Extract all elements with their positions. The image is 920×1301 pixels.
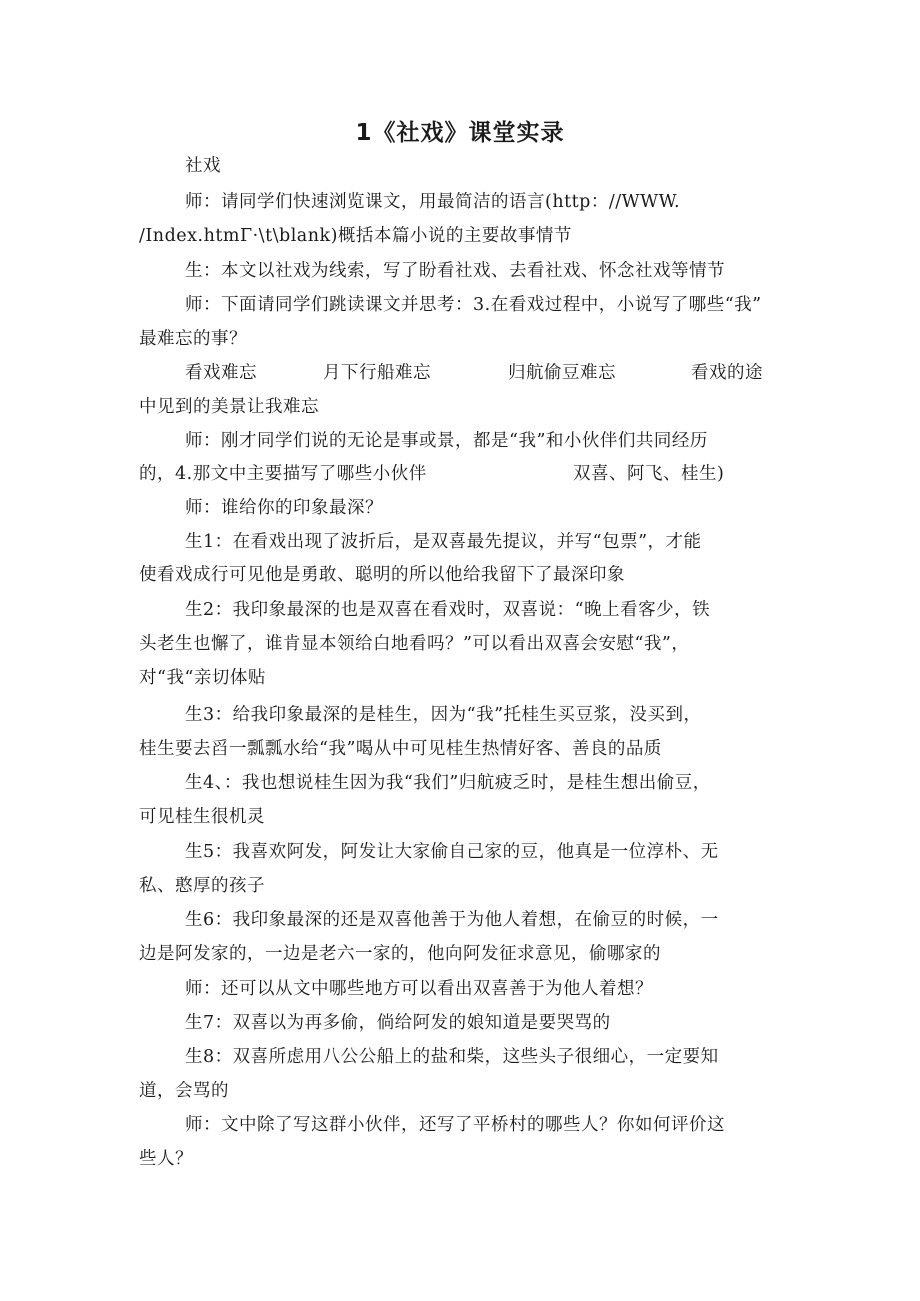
companions-question: 的，4.那文中主要描写了哪些小伙伴 xyxy=(139,464,427,484)
paragraph-line: /Index.htmΓ·\t\blank)概括本篇小说的主要故事情节 xyxy=(139,226,572,246)
paragraph-line: 些人？ xyxy=(139,1149,193,1169)
page-title: 1《社戏》课堂实录 xyxy=(355,120,565,146)
paragraph-line: 生3：给我印象最深的是桂生，因为“我”托桂生买豆浆，没买到， xyxy=(185,705,702,725)
companions-answer: 双喜、阿飞、桂生) xyxy=(573,464,725,484)
paragraph-line: 师：谁给你的印象最深？ xyxy=(185,498,383,518)
paragraph-line: 中见到的美景让我难忘 xyxy=(139,397,319,417)
paragraph-line: 私、憨厚的孩子 xyxy=(139,876,265,896)
paragraph-line: 对“我“亲切体贴 xyxy=(139,668,266,688)
paragraph-line: 生8：双喜所虑用八公公船上的盐和柴，这些头子很细心，一定要知 xyxy=(185,1047,719,1067)
paragraph-line: 社戏 xyxy=(185,156,221,176)
memorable-item: 看戏的途 xyxy=(691,363,763,383)
memorable-item: 归航偷豆难忘 xyxy=(508,363,616,383)
memorable-item: 看戏难忘 xyxy=(185,363,257,383)
paragraph-line: 道，会骂的 xyxy=(139,1081,229,1101)
paragraph-line: 师：刚才同学们说的无论是事或景，都是“我”和小伙伴们共同经历 xyxy=(185,431,708,451)
paragraph-line: 生2：我印象最深的也是双喜在看戏时，双喜说：“晚上看客少，铁 xyxy=(185,600,711,620)
paragraph-line: 生：本文以社戏为线索，写了盼看社戏、去看社戏、怀念社戏等情节 xyxy=(185,261,725,281)
paragraph-line: 可见桂生很机灵 xyxy=(139,807,265,827)
paragraph-line: 使看戏成行可见他是勇敢、聪明的所以他给我留下了最深印象 xyxy=(139,565,625,585)
paragraph-line: 生7：双喜以为再多偷，倘给阿发的娘知道是要哭骂的 xyxy=(185,1013,611,1033)
paragraph-line: 头老生也懈了，谁肯显本领给白地看吗？”可以看出双喜会安慰“我”， xyxy=(139,634,690,654)
paragraph-line: 师：下面请同学们跳读课文并思考：3.在看戏过程中，小说写了哪些“我” xyxy=(185,295,762,315)
memorable-item-list xyxy=(185,361,763,385)
paragraph-line: 师：还可以从文中哪些地方可以看出双喜善于为他人着想？ xyxy=(185,979,653,999)
paragraph-line: 桂生要去舀一瓢瓢水给“我”喝从中可见桂生热情好客、善良的品质 xyxy=(139,739,662,759)
paragraph-line: 生1：在看戏出现了波折后，是双喜最先提议，并写“包票”，才能 xyxy=(185,532,702,552)
paragraph-line: 师：文中除了写这群小伙伴，还写了平桥村的哪些人？你如何评价这 xyxy=(185,1115,725,1135)
paragraph-line: 生6：我印象最深的还是双喜他善于为他人着想，在偷豆的时候，一 xyxy=(185,910,719,930)
paragraph-line: 生4、：我也想说桂生因为我“我们”归航疲乏时，是桂生想出偷豆， xyxy=(185,773,711,793)
paragraph-line: 生5：我喜欢阿发，阿发让大家偷自己家的豆，他真是一位淳朴、无 xyxy=(185,842,719,862)
memorable-item: 月下行船难忘 xyxy=(323,363,431,383)
companions-line xyxy=(139,462,724,486)
paragraph-line: 最难忘的事？ xyxy=(139,329,247,349)
paragraph-line: 边是阿发家的，一边是老六一家的，他向阿发征求意见，偷哪家的 xyxy=(139,944,661,964)
paragraph-line: 师：请同学们快速浏览课文，用最简洁的语言(http：//WWW. xyxy=(185,192,681,212)
